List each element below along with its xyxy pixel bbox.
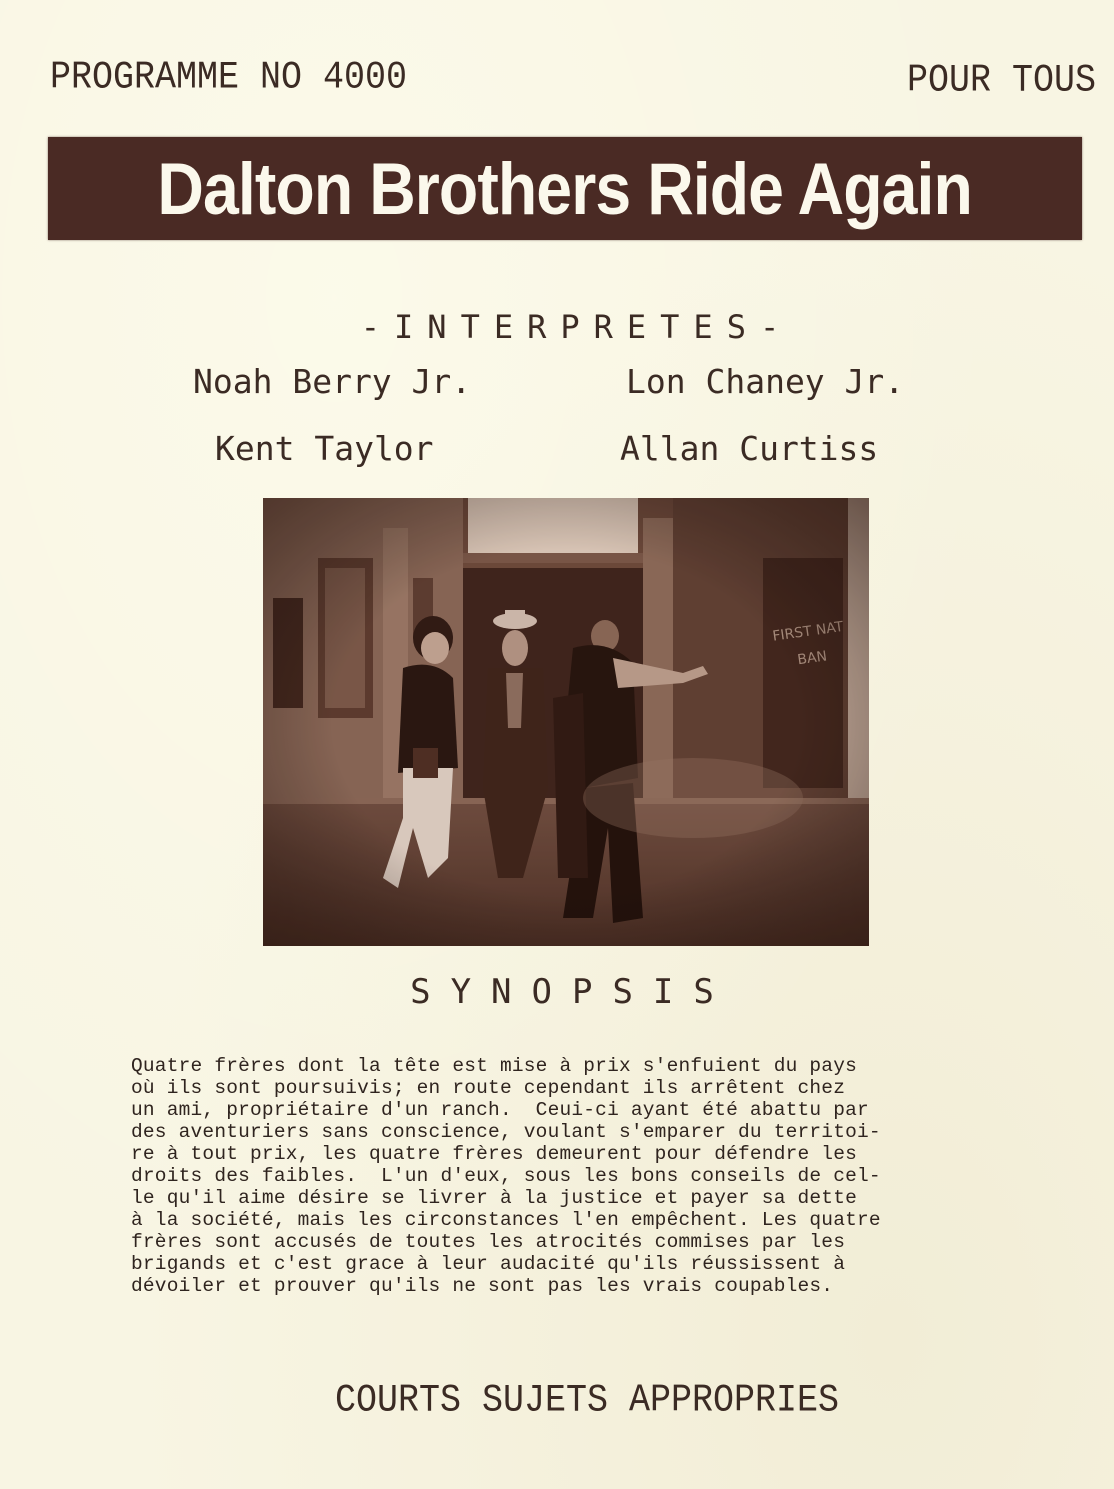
cast-heading: -INTERPRETES- bbox=[360, 308, 794, 346]
programme-number: PROGRAMME NO 4000 bbox=[50, 55, 408, 100]
cast-name: Kent Taylor bbox=[215, 429, 434, 468]
film-title: Dalton Brothers Ride Again bbox=[157, 147, 973, 230]
cast-name: Allan Curtiss bbox=[620, 429, 879, 468]
film-still-photo bbox=[263, 498, 869, 946]
title-banner bbox=[48, 137, 1082, 240]
synopsis-heading: SYNOPSIS bbox=[410, 972, 734, 1012]
cast-name: Lon Chaney Jr. bbox=[626, 362, 905, 401]
short-subjects-note: COURTS SUJETS APPROPRIES bbox=[334, 1378, 840, 1423]
cast-name: Noah Berry Jr. bbox=[193, 362, 472, 401]
audience-rating: POUR TOUS bbox=[906, 58, 1096, 103]
synopsis-text: Quatre frères dont la tête est mise à prix s'enfuient du pays où ils sont poursuivis; en route cependant ils arrêtent chez un ami, propriétaire d'un ranch. Ceui-ci ayant été abattu par des aventuriers sans conscience, voulant s'emparer du territoi- re à tout prix, les quatre frères demeurent pour défendre les droits des faibles. L'un d'eux, sous les bons conseils de cel- le qu'il aime désire se livrer à la justice et payer sa dette à la société, mais les circonstances l'en empêchent. Les quatre frères sont accusés de toutes les atrocités commises par les brigands et c'est grace à leur audacité qu'ils réussissent à dévoiler et prouver qu'ils ne sont pas les vrais coupables. bbox=[131, 1055, 881, 1297]
